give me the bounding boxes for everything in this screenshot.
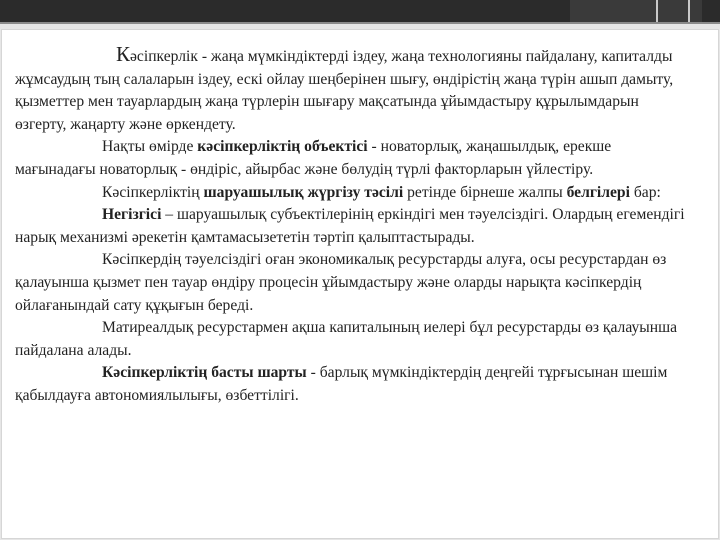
paragraph-resources — [15, 317, 693, 362]
paragraph-lead: Нақты өмірде — [102, 138, 198, 156]
paragraph-main-condition — [15, 362, 693, 407]
bold-term: шаруашылық жүргізу тәсілі — [203, 183, 404, 201]
paragraph-independence — [15, 249, 693, 317]
paragraph-object — [15, 136, 693, 181]
top-bar-accent — [570, 0, 702, 22]
paragraph-mid: ретінде бірнеше жалпы — [403, 183, 567, 201]
drop-letter: К — [116, 42, 131, 66]
paragraph-lead: Кәсіпкерліктің — [102, 183, 204, 201]
paragraph-method — [15, 182, 693, 205]
top-bar-divider — [688, 0, 690, 22]
paragraph-main-feature — [15, 204, 693, 249]
slide-top-bar — [0, 0, 720, 22]
paragraph-tail: - новаторлық, жаңашылдық, ерекше мағынадағы новаторлық - өндіріс, айырбас және бөлудің түрлі факторларын үйлестіру. — [15, 138, 612, 178]
paragraph-tail: – шаруашылық субъектілерінің еркіндігі мен тәуелсіздігі. Олардың егемендігі нарық механизмі әрекетін қамтамасызететін тәртіп қалыптастырады. — [15, 206, 685, 246]
bold-term: кәсіпкерліктің объектісі — [197, 138, 368, 156]
bold-term: белгілері — [566, 183, 630, 201]
paragraph-text: Кәсіпкердің тәуелсіздігі оған экономикалық ресурстарды алуға, осы ресурстардан өз қалауынша қызмет пен тауар өндіру процесін ұйымдастыру және оларды нарықта кәсіпкердің ойлағанындай сату құқығын береді. — [15, 251, 667, 314]
top-bar-divider — [656, 0, 658, 22]
paragraph-tail: бар: — [629, 183, 661, 201]
top-bar-stripe — [0, 22, 720, 24]
bold-term: Негізгісі — [102, 206, 162, 224]
paragraph-text: Матиреалдық ресурстармен ақша капиталының иелері бұл ресурстарды өз қалауынша пайдалана алады. — [15, 319, 678, 359]
slide-text-body — [15, 43, 693, 408]
bold-term: Кәсіпкерліктің басты шарты — [102, 364, 307, 382]
paragraph-tail: - барлық мүмкіндіктердің деңгейі тұрғысынан шешім қабылдауға автономиялылығы, өзбеттілігі. — [15, 364, 668, 404]
paragraph-definition — [15, 43, 693, 136]
paragraph-text: әсіпкерлік - жаңа мүмкіндіктерді іздеу, жаңа технологияны пайдалану, капиталды жұмсаудың тың салаларын іздеу, ескі ойлау шеңберінен шығу, өндірістің жаңа түрін ашып дамыту, қызметтер мен тауарлардың жаңа түрлерін шығару мақсатында ұйымдастыру құрылымдарын өзгерту, жаңарту және өркендету. — [15, 48, 674, 133]
